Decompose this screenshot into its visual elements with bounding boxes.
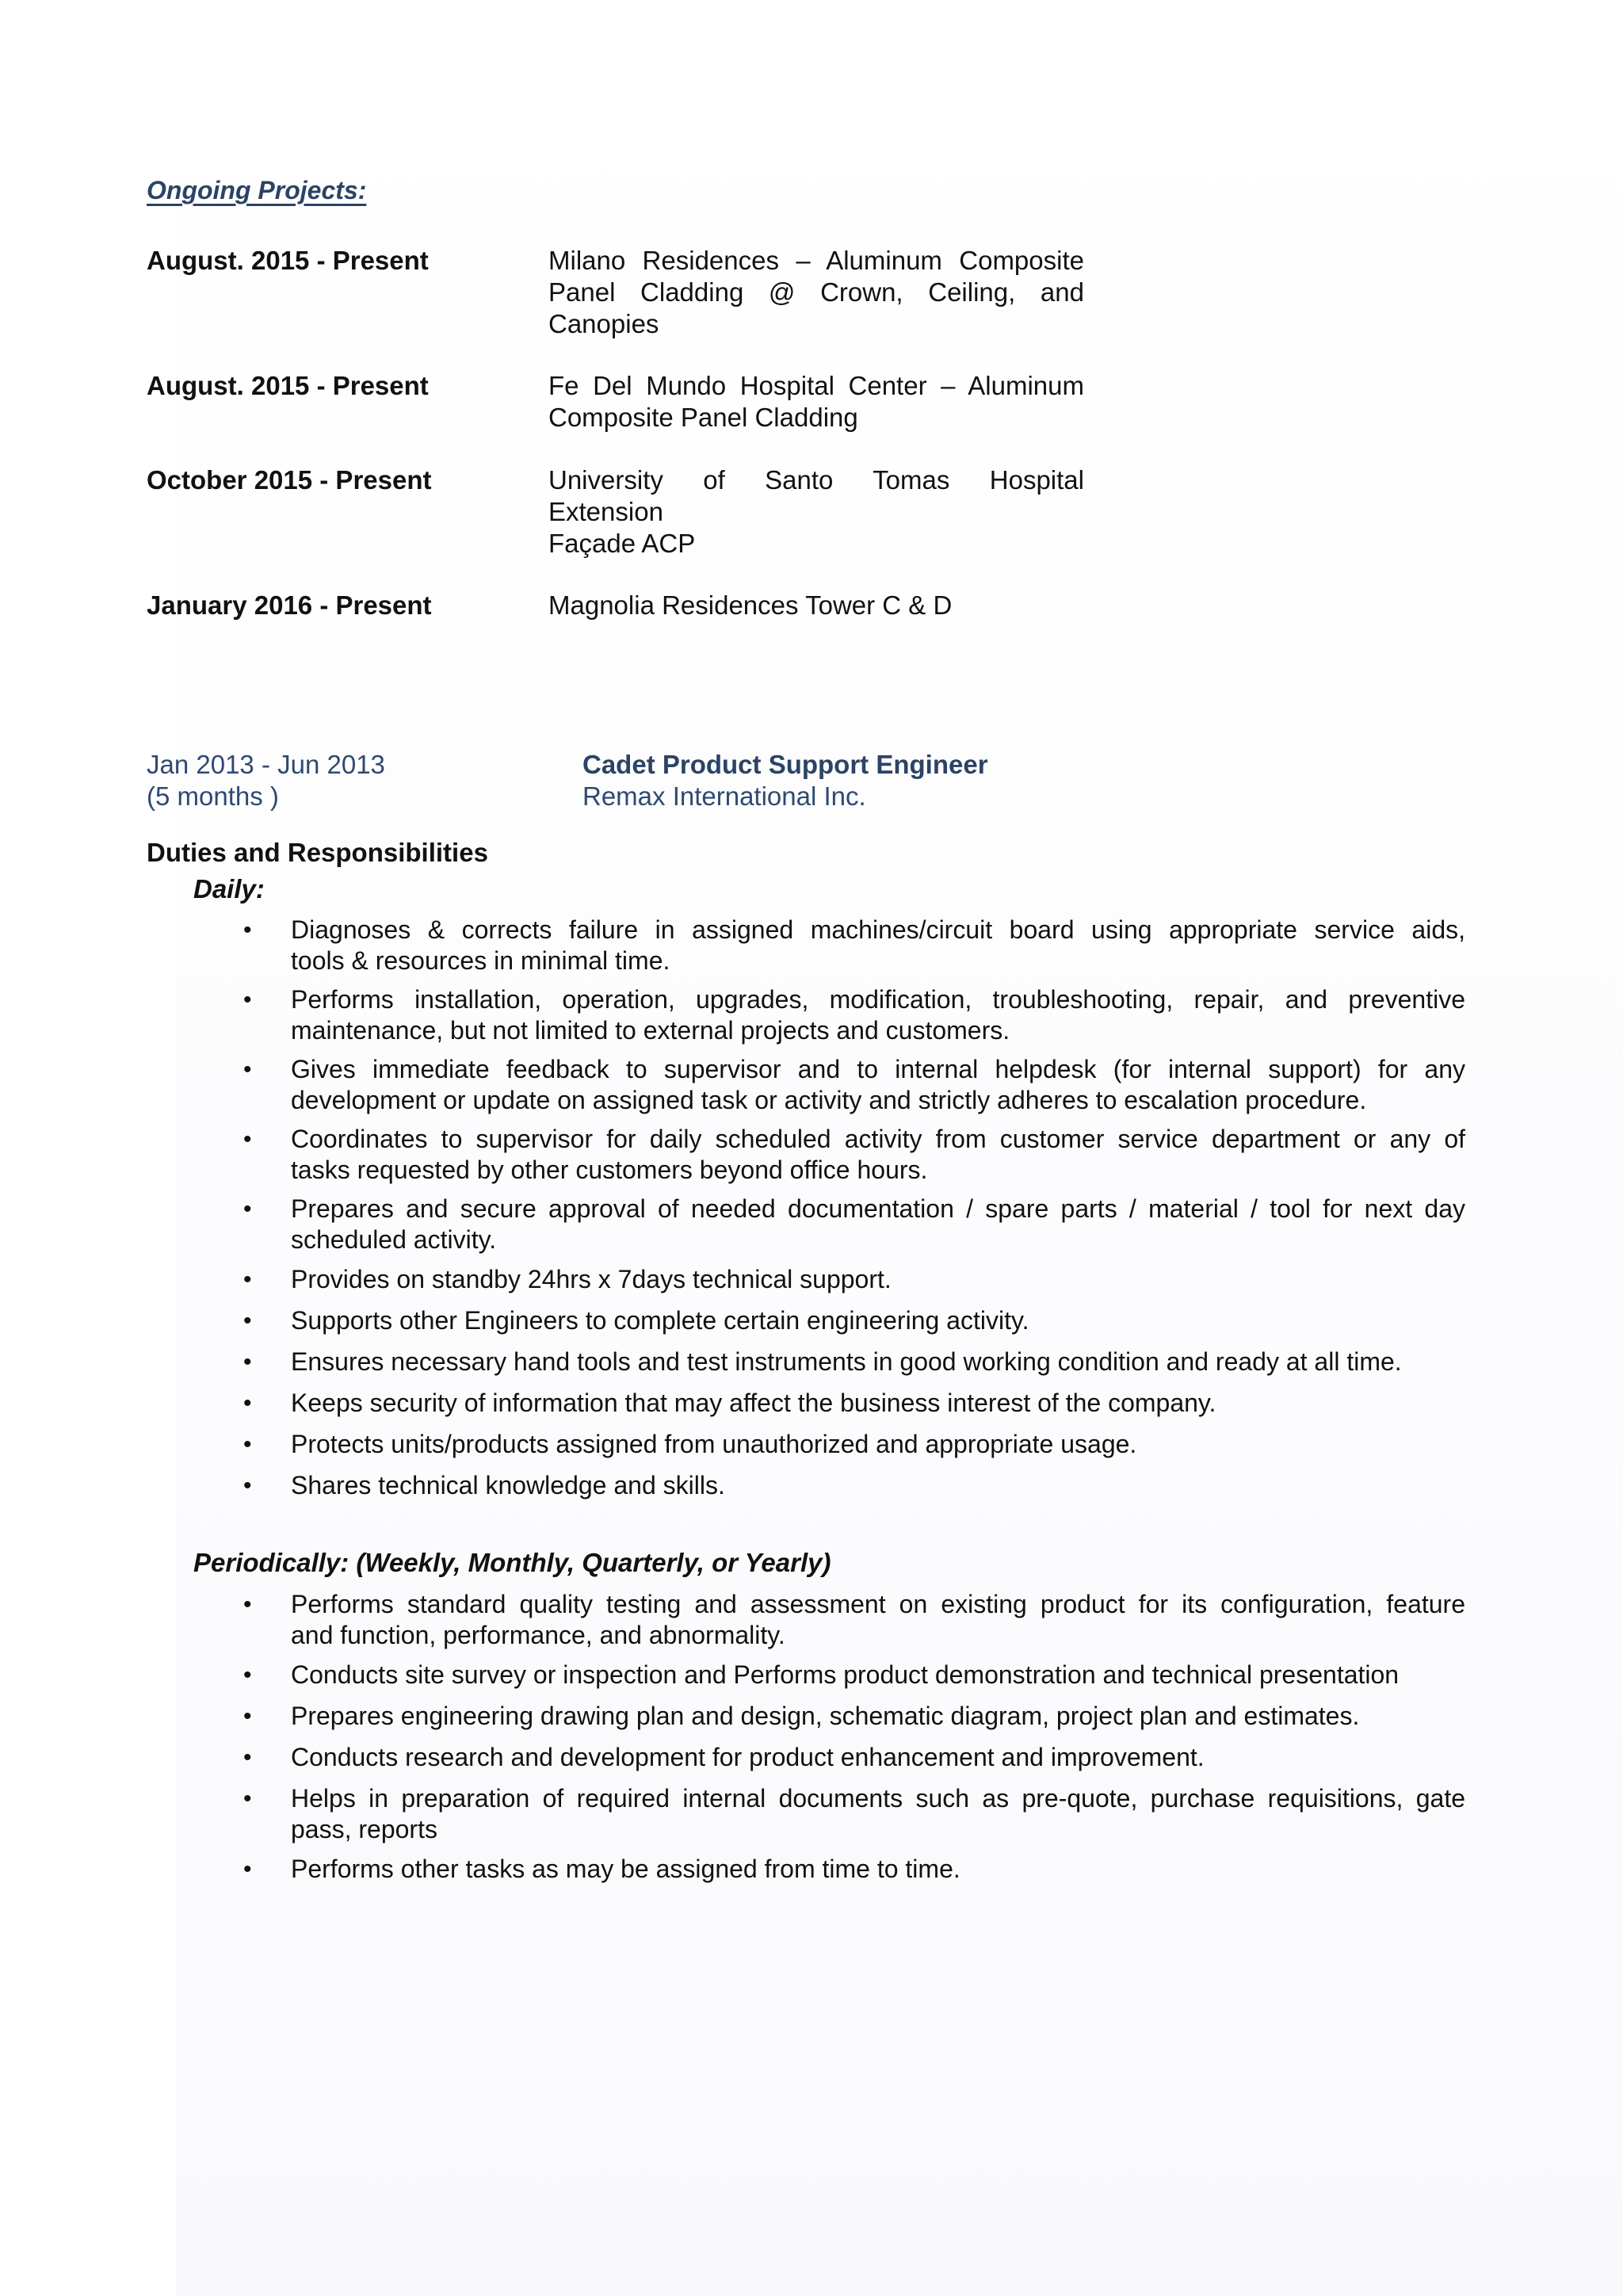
job-duration: (5 months ) — [147, 781, 279, 811]
bullet: • — [243, 1431, 252, 1457]
list-item-line: Provides on standby 24hrs x 7days technical support. — [291, 1265, 892, 1293]
project-date: August. 2015 - Present — [147, 246, 429, 275]
bullet: • — [243, 1662, 252, 1688]
list-item — [243, 1388, 1465, 1419]
list-item-line: Helps in preparation of required internal documents such as pre-quote, purchase requisitions, gate — [291, 1784, 1465, 1813]
list-item — [243, 1589, 1465, 1651]
list-item-line: Gives immediate feedback to supervisor and to internal helpdesk (for internal support) for any — [291, 1055, 1465, 1083]
project-line: Canopies — [548, 309, 659, 338]
list-item-line: Prepares engineering drawing plan and design, schematic diagram, project plan and estimates. — [291, 1702, 1360, 1730]
bullet: • — [243, 1591, 252, 1618]
bullet: • — [243, 1266, 252, 1293]
list-item-line: Supports other Engineers to complete certain engineering activity. — [291, 1306, 1029, 1335]
list-item — [243, 1783, 1465, 1845]
project-line: Milano Residences – Aluminum Composite — [548, 246, 1084, 275]
project-description — [548, 245, 1084, 340]
bullet: • — [243, 1703, 252, 1729]
list-item-line: Coordinates to supervisor for daily scheduled activity from customer service department or any of — [291, 1125, 1465, 1153]
list-item — [243, 1429, 1465, 1460]
list-item — [243, 1054, 1465, 1116]
project-description — [548, 464, 1084, 560]
list-item-line: tasks requested by other customers beyond office hours. — [291, 1156, 928, 1184]
list-item-line: Performs other tasks as may be assigned from time to time. — [291, 1855, 960, 1883]
project-line: Panel Cladding @ Crown, Ceiling, and — [548, 277, 1084, 307]
list-item-line: and function, performance, and abnormality. — [291, 1621, 785, 1649]
project-line: Extension — [548, 497, 663, 526]
project-line: Magnolia Residences Tower C & D — [548, 590, 953, 620]
daily-heading: Daily: — [193, 874, 265, 904]
duties-heading: Duties and Responsibilities — [147, 838, 488, 867]
list-item-line: Conducts site survey or inspection and Performs product demonstration and technical presentation — [291, 1660, 1400, 1689]
list-item — [243, 1660, 1465, 1690]
list-item — [243, 1264, 1465, 1295]
ongoing-projects-heading: Ongoing Projects: — [147, 176, 367, 204]
job-dates: Jan 2013 - Jun 2013 — [147, 750, 385, 779]
list-item-line: Performs standard quality testing and assessment on existing product for its configuration, feature — [291, 1590, 1465, 1618]
bullet: • — [243, 1056, 252, 1083]
list-item — [243, 1742, 1465, 1773]
list-item — [243, 1470, 1465, 1501]
project-line: Fe Del Mundo Hospital Center – Aluminum — [548, 371, 1084, 400]
job-company: Remax International Inc. — [582, 781, 866, 811]
list-item — [243, 1194, 1465, 1255]
job-title: Cadet Product Support Engineer — [582, 750, 988, 779]
bullet: • — [243, 917, 252, 943]
project-date: October 2015 - Present — [147, 465, 432, 495]
list-item-line: pass, reports — [291, 1815, 437, 1843]
list-item-line: scheduled activity. — [291, 1225, 497, 1254]
list-item — [243, 1701, 1465, 1732]
list-item-line: Ensures necessary hand tools and test instruments in good working condition and ready at all time. — [291, 1347, 1402, 1376]
list-item-line: tools & resources in minimal time. — [291, 946, 670, 975]
list-item-line: development or update on assigned task or activity and strictly adheres to escalation procedure. — [291, 1086, 1367, 1114]
project-description — [548, 370, 1084, 434]
list-item — [243, 1305, 1465, 1336]
bullet: • — [243, 1349, 252, 1375]
list-item — [243, 984, 1465, 1046]
project-line: Façade ACP — [548, 529, 696, 558]
list-item — [243, 915, 1465, 976]
bullet: • — [243, 1473, 252, 1499]
list-item-line: Performs installation, operation, upgrades, modification, troubleshooting, repair, and preventive — [291, 985, 1465, 1014]
bullet: • — [243, 987, 252, 1013]
periodically-heading: Periodically: (Weekly, Monthly, Quarterly, or Yearly) — [193, 1548, 831, 1577]
project-date: January 2016 - Present — [147, 590, 432, 620]
project-line: Composite Panel Cladding — [548, 403, 858, 432]
list-item-line: Prepares and secure approval of needed documentation / spare parts / material / tool for next day — [291, 1194, 1465, 1223]
list-item-line: Shares technical knowledge and skills. — [291, 1471, 725, 1499]
bullet: • — [243, 1196, 252, 1222]
bullet: • — [243, 1308, 252, 1334]
bullet: • — [243, 1786, 252, 1812]
list-item-line: maintenance, but not limited to external projects and customers. — [291, 1016, 1010, 1045]
list-item-line: Diagnoses & corrects failure in assigned machines/circuit board using appropriate service aids, — [291, 915, 1465, 944]
list-item-line: Protects units/products assigned from unauthorized and appropriate usage. — [291, 1430, 1137, 1458]
bullet: • — [243, 1126, 252, 1152]
bullet: • — [243, 1390, 252, 1416]
project-line: University of Santo Tomas Hospital — [548, 465, 1084, 495]
project-description — [548, 590, 1084, 621]
list-item — [243, 1124, 1465, 1186]
project-date: August. 2015 - Present — [147, 371, 429, 400]
list-item — [243, 1854, 1465, 1885]
bullet: • — [243, 1744, 252, 1771]
list-item — [243, 1347, 1465, 1377]
list-item-line: Conducts research and development for product enhancement and improvement. — [291, 1743, 1205, 1771]
list-item-line: Keeps security of information that may affect the business interest of the company. — [291, 1389, 1216, 1417]
bullet: • — [243, 1856, 252, 1882]
